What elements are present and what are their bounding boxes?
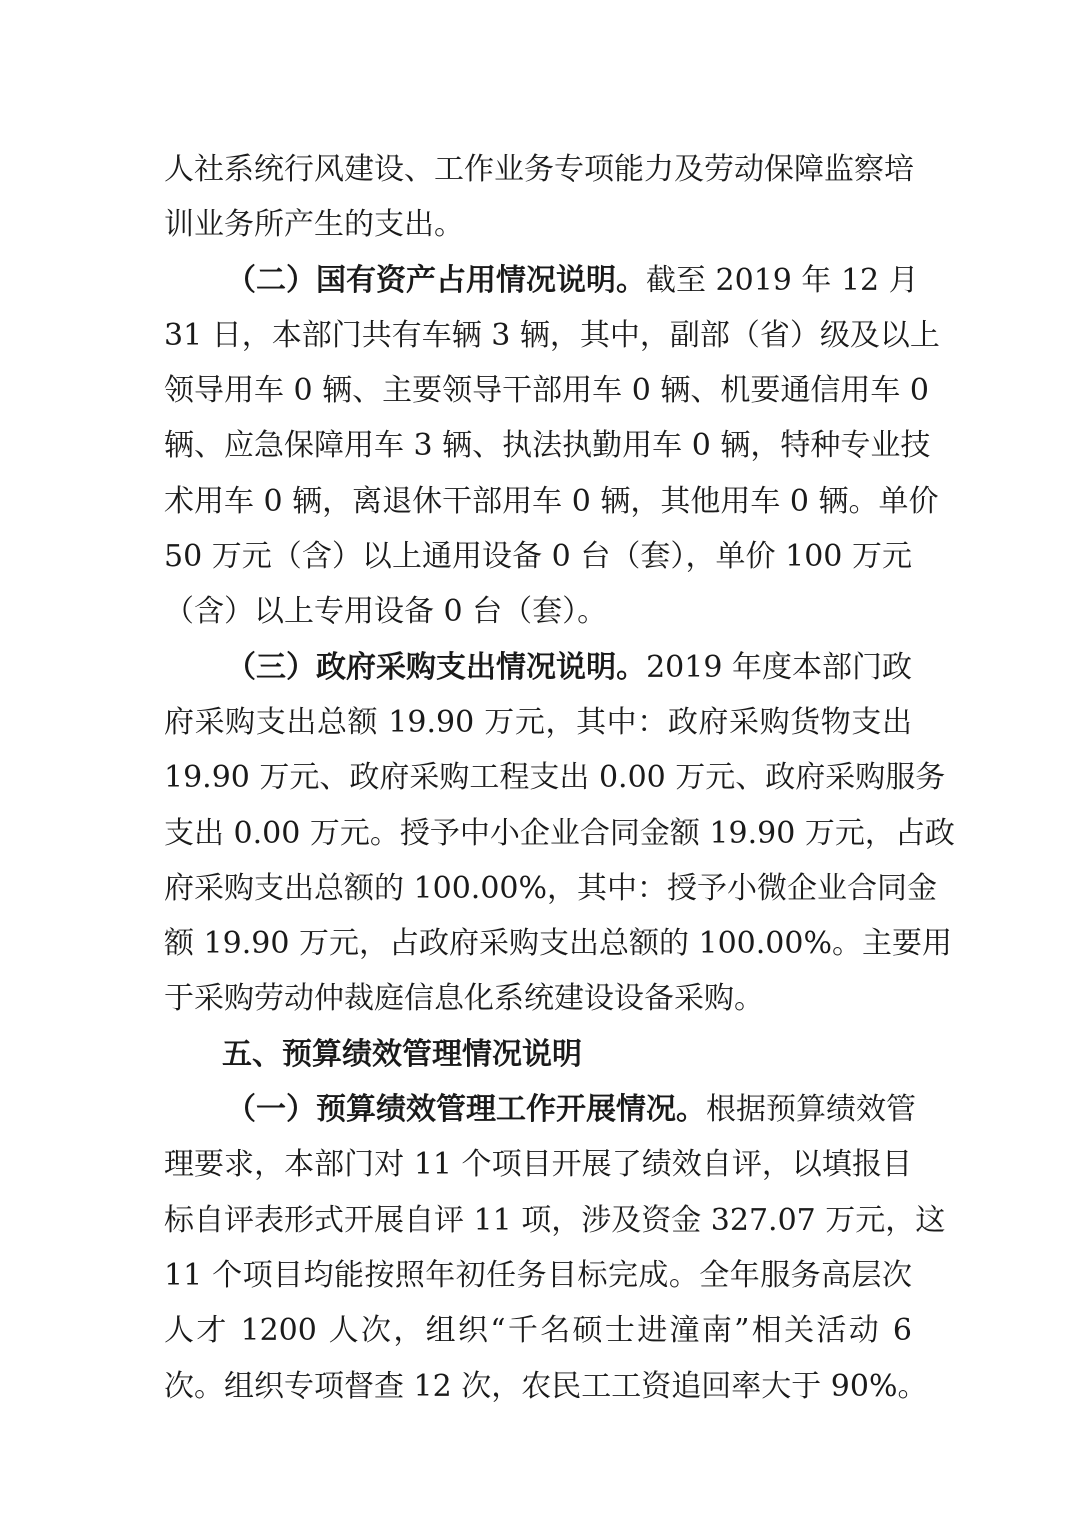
section-title-performance-work: （一）预算绩效管理工作开展情况。 [226, 1092, 706, 1128]
paragraph-line: 训业务所产生的支出。 [164, 207, 464, 243]
paragraph-line: （含）以上专用设备 0 台（套）。 [164, 594, 608, 630]
paragraph-line: 人才 1200 人次，组织“千名硕士进潼南”相关活动 6 [164, 1313, 912, 1349]
paragraph-line: 标自评表形式开展自评 11 项，涉及资金 327.07 万元，这 [164, 1202, 946, 1238]
paragraph-line: 支出 0.00 万元。授予中小企业合同金额 19.90 万元，占政 [164, 815, 955, 851]
paragraph-line: 31 日，本部门共有车辆 3 辆，其中，副部（省）级及以上 [164, 317, 940, 353]
paragraph-line [164, 253, 919, 308]
paragraph-line [164, 640, 912, 695]
paragraph-line: 19.90 万元、政府采购工程支出 0.00 万元、政府采购服务 [164, 760, 946, 796]
paragraph-line: 11 个项目均能按照年初任务目标完成。全年服务高层次 [164, 1257, 912, 1293]
paragraph-text: 根据预算绩效管 [706, 1092, 916, 1128]
paragraph-line: 额 19.90 万元，占政府采购支出总额的 100.00%。主要用 [164, 926, 952, 962]
document-body [164, 142, 955, 1414]
paragraph-line: 府采购支出总额的 100.00%，其中：授予小微企业合同金 [164, 870, 938, 906]
paragraph-line: 次。组织专项督查 12 次，农民工工资追回率大于 90%。 [164, 1368, 928, 1404]
section-heading-performance: 五、预算绩效管理情况说明 [222, 1036, 582, 1072]
paragraph-line: 府采购支出总额 19.90 万元，其中：政府采购货物支出 [164, 704, 912, 740]
paragraph-line: 辆、应急保障用车 3 辆、执法执勤用车 0 辆，特种专业技 [164, 428, 931, 464]
paragraph-line: 理要求，本部门对 11 个项目开展了绩效自评，以填报目 [164, 1147, 912, 1183]
paragraph-line: 50 万元（含）以上通用设备 0 台（套），单价 100 万元 [164, 539, 912, 575]
paragraph-line: 术用车 0 辆，离退休干部用车 0 辆，其他用车 0 辆。单价 [164, 483, 939, 519]
section-title-procurement: （三）政府采购支出情况说明。 [226, 649, 647, 685]
paragraph-line: 人社系统行风建设、工作业务专项能力及劳动保障监察培 [164, 152, 914, 187]
paragraph-text: 2019 年度本部门政 [646, 649, 912, 685]
section-title-assets: （二）国有资产占用情况说明。 [226, 262, 646, 298]
paragraph-text: 截至 2019 年 12 月 [646, 262, 919, 298]
paragraph-line: 于采购劳动仲裁庭信息化系统建设设备采购。 [164, 981, 764, 1017]
paragraph-line: 领导用车 0 辆、主要领导干部用车 0 辆、机要通信用车 0 [164, 373, 929, 409]
paragraph-line [164, 1082, 916, 1137]
